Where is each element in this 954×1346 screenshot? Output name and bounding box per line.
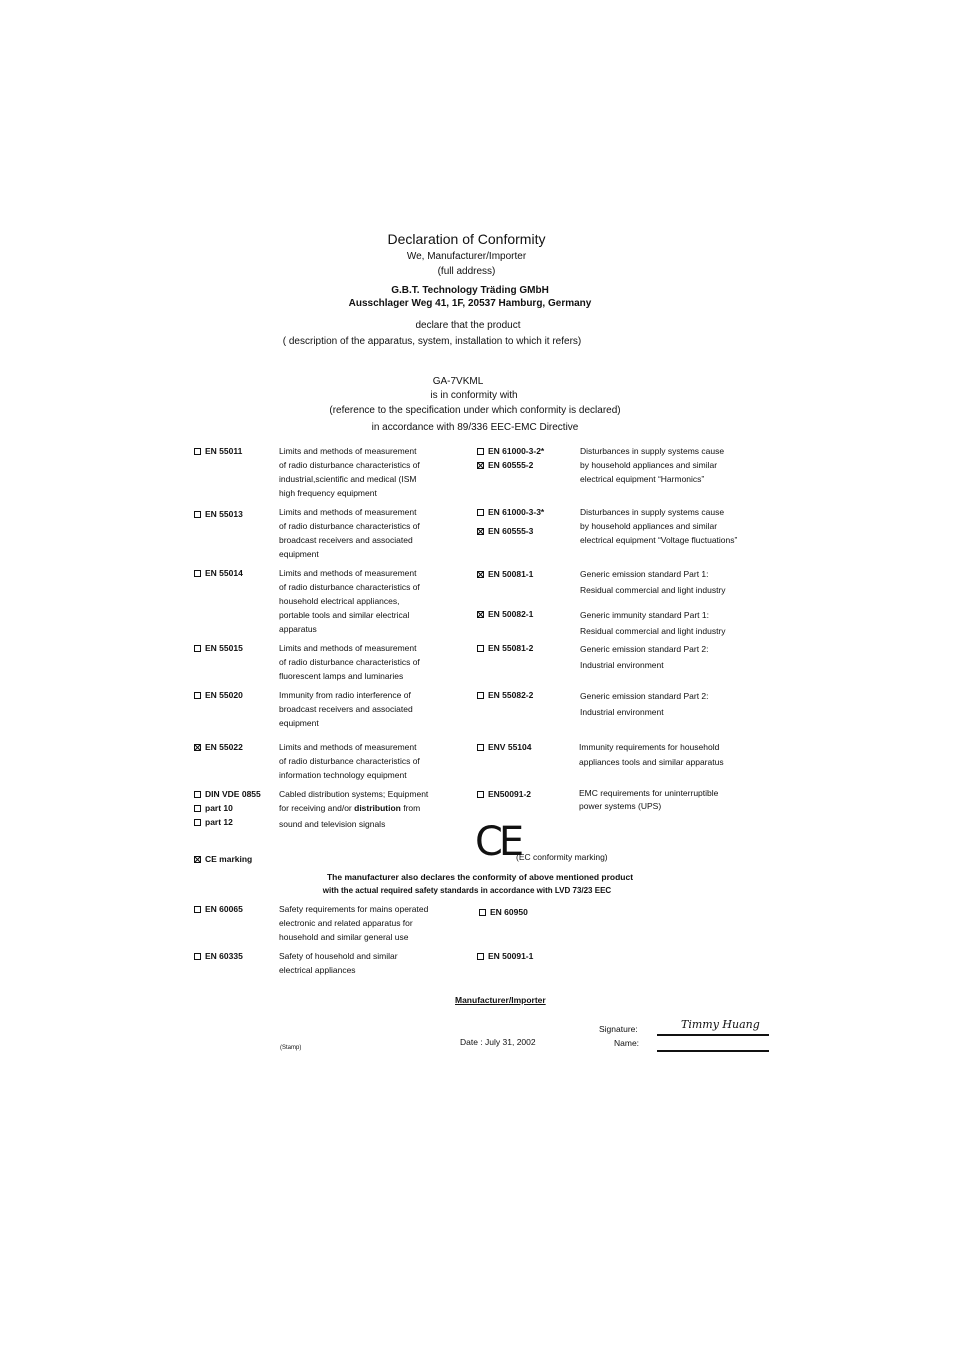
standard-ce-marking: CE marking bbox=[194, 852, 252, 866]
checkbox-icon bbox=[194, 692, 201, 699]
desc-en55020: Immunity from radio interference of broadcast receivers and associated equipment bbox=[279, 690, 413, 728]
checkbox-icon bbox=[194, 953, 201, 960]
safety-line-1: The manufacturer also declares the conformity of above mentioned product bbox=[326, 872, 634, 882]
checkbox-icon bbox=[194, 511, 201, 518]
checkbox-icon bbox=[477, 448, 484, 455]
product-name: GA-7VKML bbox=[432, 376, 484, 387]
desc-en55011: Limits and methods of measurement of radio disturbance characteristics of industrial,scientific and medical (ISM high frequency equipment bbox=[279, 446, 420, 498]
checkbox-icon bbox=[477, 645, 484, 652]
company-address: Ausschlager Weg 41, 1F, 20537 Hamburg, Germany bbox=[348, 298, 592, 309]
standard-en55020: EN 55020 bbox=[194, 688, 243, 702]
description-line: ( description of the apparatus, system, installation to which it refers) bbox=[282, 336, 582, 347]
desc-en55015: Limits and methods of measurement of radio disturbance characteristics of fluorescent lamps and luminaries bbox=[279, 643, 420, 681]
conformity-line: is in conformity with bbox=[430, 390, 518, 401]
directive-line: in accordance with 89/336 EEC-EMC Directive bbox=[371, 422, 579, 433]
desc-en55013: Limits and methods of measurement of radio disturbance characteristics of broadcast receivers and associated equipment bbox=[279, 507, 420, 559]
desc-en60065: Safety requirements for mains operated electronic and related apparatus for household and similar general use bbox=[279, 904, 429, 942]
checkbox-icon bbox=[194, 645, 201, 652]
checkbox-icon bbox=[194, 448, 201, 455]
checked-box-icon bbox=[477, 528, 484, 535]
standard-en55011: EN 55011 bbox=[194, 444, 242, 458]
checkbox-icon bbox=[194, 570, 201, 577]
standard-en55015: EN 55015 bbox=[194, 641, 243, 655]
checked-box-icon bbox=[477, 611, 484, 618]
checkbox-icon bbox=[194, 805, 201, 812]
desc-en60335: Safety of household and similar electrical appliances bbox=[279, 951, 398, 975]
checkbox-icon bbox=[477, 509, 484, 516]
checked-box-icon bbox=[194, 856, 201, 863]
desc-env55104: Immunity requirements for household appliances tools and similar apparatus bbox=[579, 742, 724, 767]
standard-en55081-2: EN 55081-2 bbox=[477, 641, 533, 655]
ce-caption: (EC conformity marking) bbox=[516, 852, 608, 862]
checkbox-icon bbox=[194, 906, 201, 913]
standard-en60065: EN 60065 bbox=[194, 902, 243, 916]
checkbox-icon bbox=[477, 744, 484, 751]
desc-en55081-2: Generic emission standard Part 2: Industrial environment bbox=[580, 644, 709, 670]
desc-harmonics: Disturbances in supply systems cause by household appliances and similar electrical equipment “Harmonics” bbox=[580, 446, 725, 484]
desc-en55022: Limits and methods of measurement of radio disturbance characteristics of information technology equipment bbox=[279, 742, 420, 780]
name-line bbox=[657, 1050, 769, 1052]
standard-en55013: EN 55013 bbox=[194, 507, 243, 521]
company-name: G.B.T. Technology Träding GMbH bbox=[391, 285, 549, 296]
desc-en50091-2: EMC requirements for uninterruptible power systems (UPS) bbox=[579, 788, 719, 811]
standard-en50091-2: EN50091-2 bbox=[477, 787, 531, 801]
standard-en61000-3-2: EN 61000-3-2* bbox=[477, 444, 544, 458]
signature-label: Signature: bbox=[599, 1024, 638, 1034]
standard-en55022: EN 55022 bbox=[194, 740, 243, 754]
standard-en60555-3: EN 60555-3 bbox=[477, 524, 533, 538]
standard-en55014: EN 55014 bbox=[194, 566, 243, 580]
checkbox-icon bbox=[477, 791, 484, 798]
checked-box-icon bbox=[477, 462, 484, 469]
checked-box-icon bbox=[477, 571, 484, 578]
safety-line-2: with the actual required safety standards in accordance with LVD 73/23 EEC bbox=[322, 886, 612, 895]
standard-env55104: ENV 55104 bbox=[477, 740, 531, 754]
desc-en50082-1: Generic immunity standard Part 1: Residual commercial and light industry bbox=[580, 610, 726, 636]
standard-din-vde-0855: DIN VDE 0855 part 10 part 12 bbox=[194, 787, 261, 829]
checkbox-icon bbox=[194, 791, 201, 798]
declare-line: declare that the product bbox=[415, 320, 521, 331]
ce-logo-icon: CE bbox=[475, 819, 521, 865]
header-line-2: (full address) bbox=[437, 266, 496, 277]
page-title: Declaration of Conformity bbox=[387, 231, 546, 247]
standard-en60950: EN 60950 bbox=[479, 905, 528, 919]
checked-box-icon bbox=[194, 744, 201, 751]
checkbox-icon bbox=[194, 819, 201, 826]
standard-en50091-1: EN 50091-1 bbox=[477, 949, 533, 963]
desc-en55082-2: Generic emission standard Part 2: Industrial environment bbox=[580, 691, 709, 717]
standard-en50081-1: EN 50081-1 bbox=[477, 567, 533, 581]
reference-line: (reference to the specification under which conformity is declared) bbox=[329, 405, 621, 416]
standard-en60555-2: EN 60555-2 bbox=[477, 458, 533, 472]
name-label: Name: bbox=[614, 1038, 640, 1048]
standard-en50082-1: EN 50082-1 bbox=[477, 607, 533, 621]
checkbox-icon bbox=[479, 909, 486, 916]
signature: Timmy Huang bbox=[681, 1018, 760, 1031]
declaration-date: Date : July 31, 2002 bbox=[460, 1037, 536, 1047]
standard-en55082-2: EN 55082-2 bbox=[477, 688, 533, 702]
header-line-1: We, Manufacturer/Importer bbox=[406, 251, 527, 262]
standard-en61000-3-3: EN 61000-3-3* bbox=[477, 505, 544, 519]
standard-en60335: EN 60335 bbox=[194, 949, 243, 963]
desc-en50081-1: Generic emission standard Part 1: Residual commercial and light industry bbox=[580, 569, 726, 595]
desc-en55014: Limits and methods of measurement of radio disturbance characteristics of household electrical appliances, portable tools and similar electrical apparatus bbox=[279, 568, 420, 634]
signature-line bbox=[657, 1034, 769, 1036]
checkbox-icon bbox=[477, 953, 484, 960]
desc-din-vde-0855: Cabled distribution systems; Equipment for receiving and/or distribution from sound and television signals bbox=[279, 789, 429, 829]
desc-voltage-fluctuations: Disturbances in supply systems cause by household appliances and similar electrical equipment “Voltage fluctuations” bbox=[580, 507, 738, 545]
manufacturer-importer-heading: Manufacturer/Importer bbox=[455, 995, 546, 1005]
checkbox-icon bbox=[477, 692, 484, 699]
stamp-label: (Stamp) bbox=[280, 1045, 302, 1051]
